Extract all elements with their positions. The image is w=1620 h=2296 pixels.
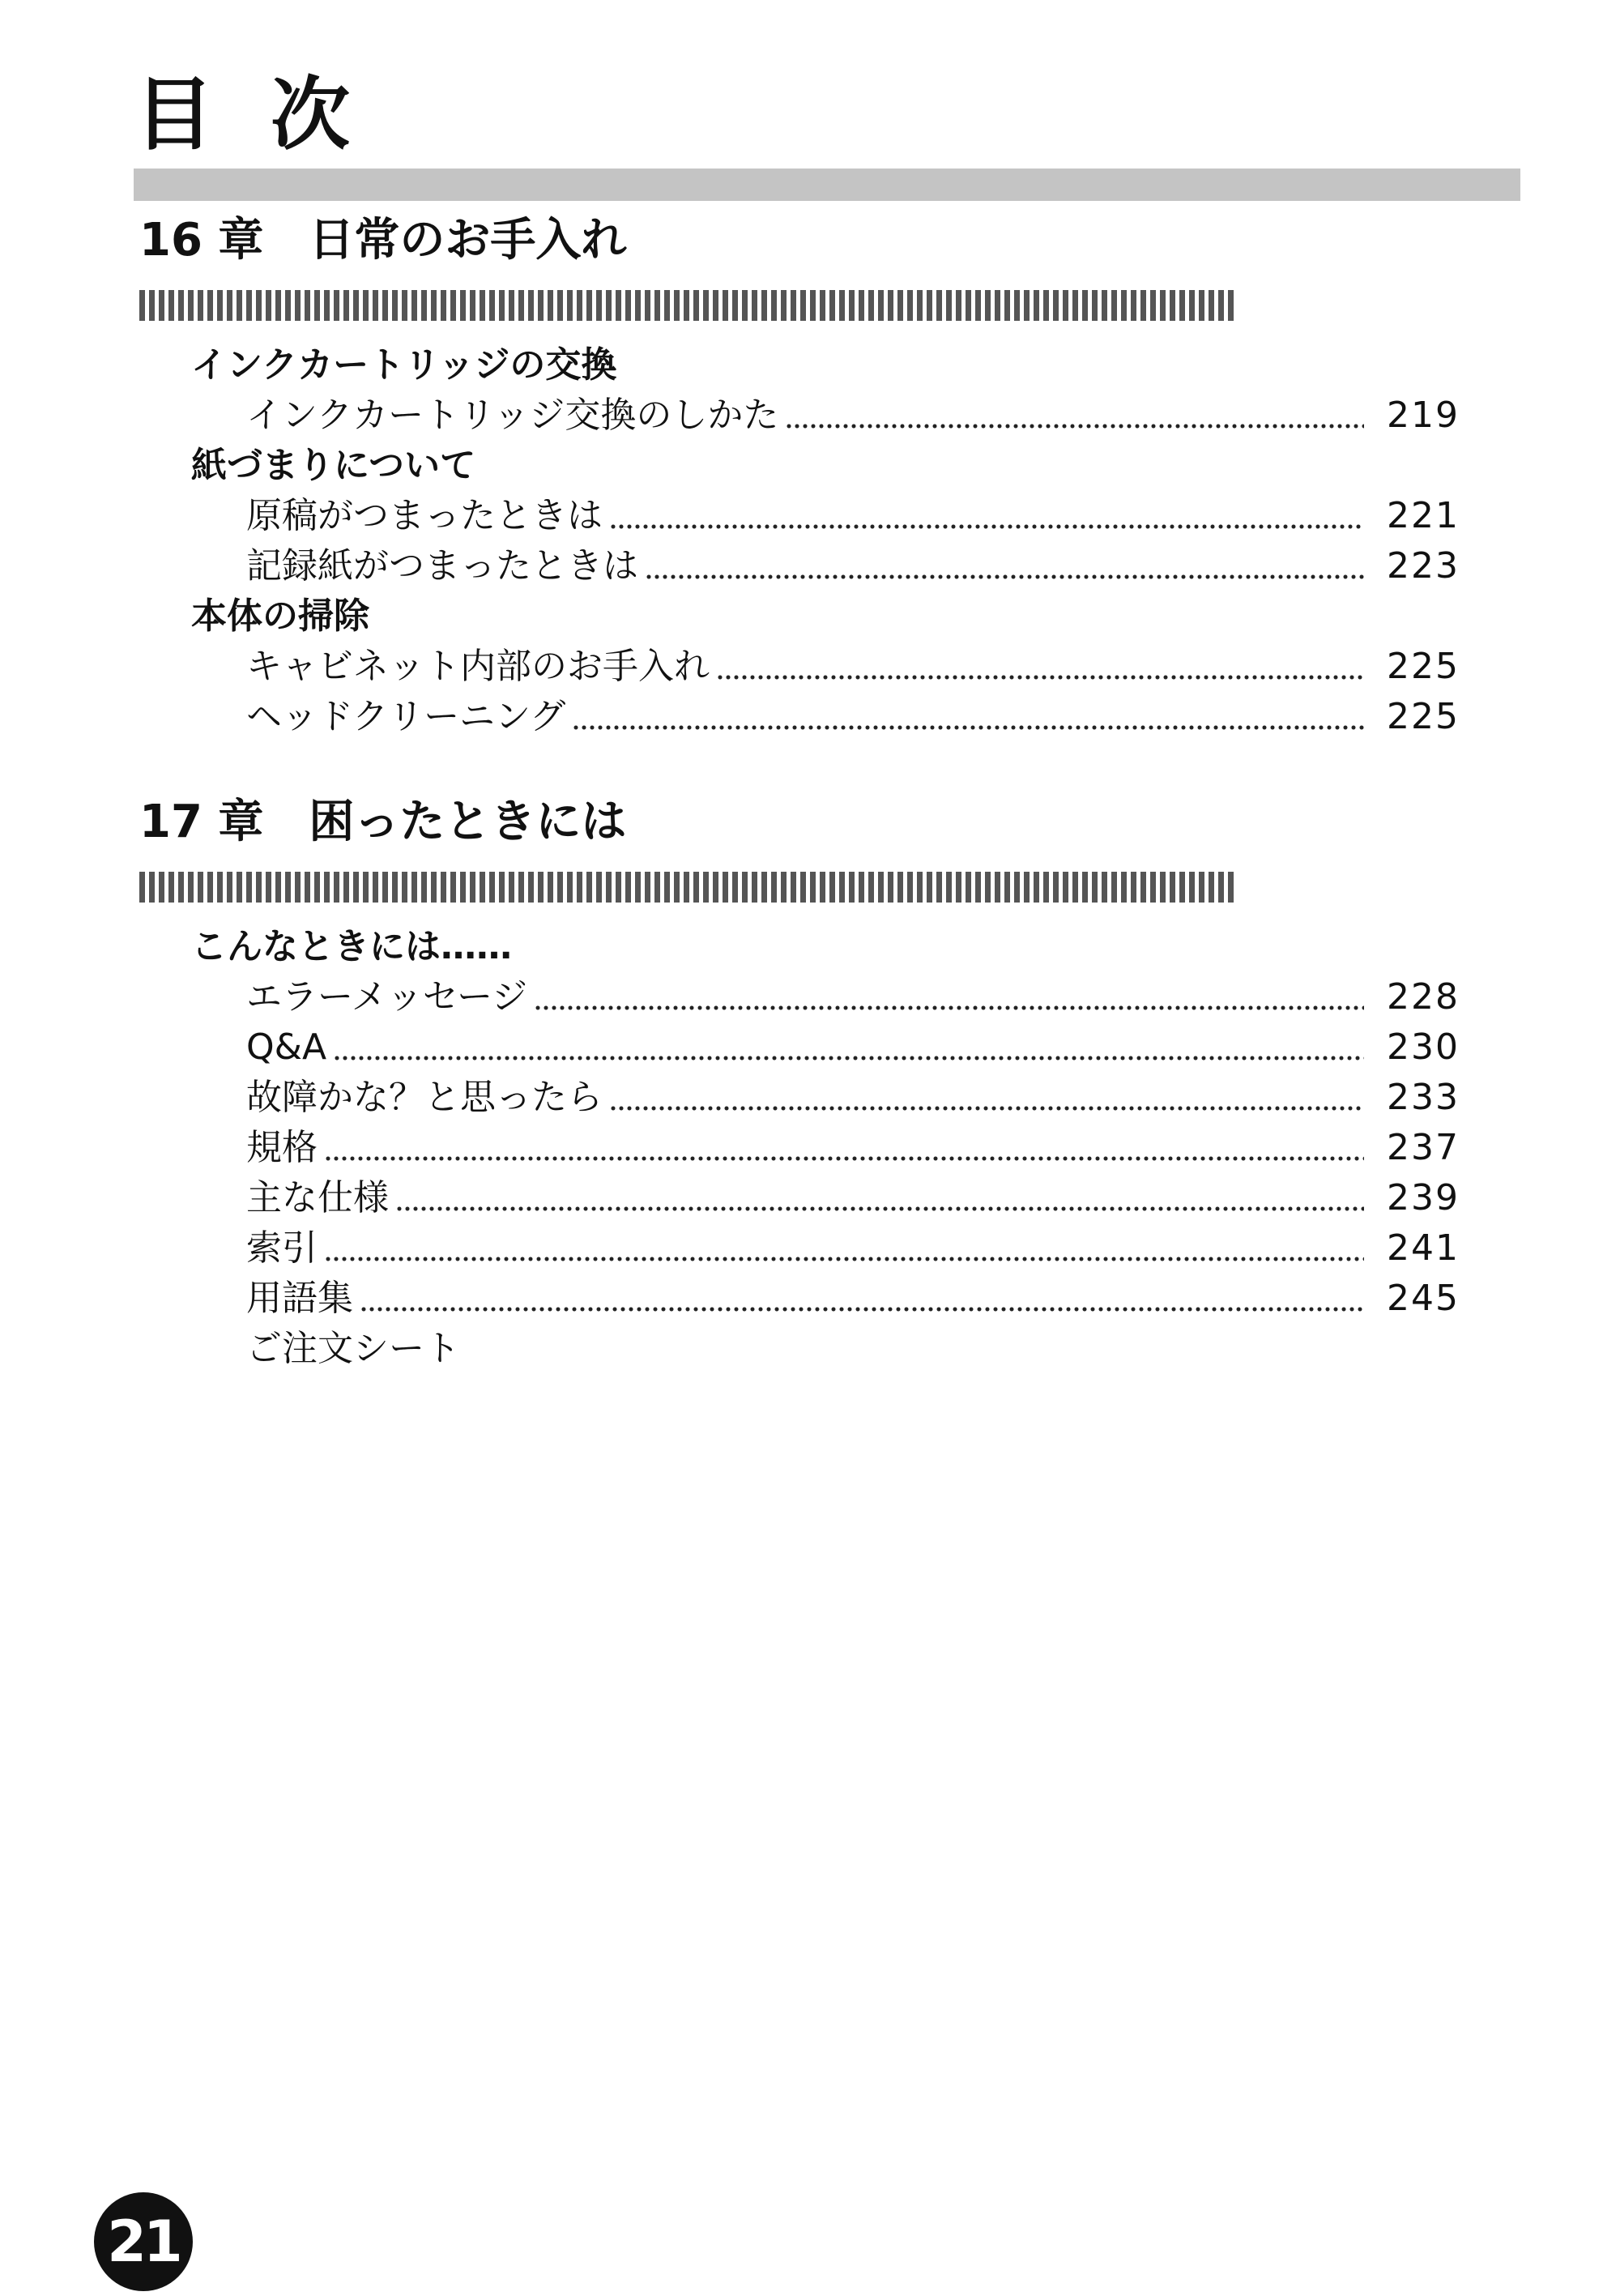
toc-entry[interactable] [246,1123,1460,1173]
entry-label: インクカートリッジ交換のしかた [246,395,779,436]
entry-label: 索引 [246,1227,318,1269]
entry-label: 原稿がつまったときは [246,495,603,536]
dot-leader [395,1205,1364,1213]
dot-leader [572,723,1364,732]
toc-entry[interactable] [246,541,1460,591]
section-paper-jam [191,441,1460,591]
dot-leader [360,1305,1364,1313]
toc-entry[interactable] [246,1173,1460,1223]
chapter-17 [139,794,1460,1374]
entry-label: ご注文シート [246,1328,460,1369]
chapter-heading: 17 章 困ったときには [139,796,627,848]
toc-entry[interactable] [246,972,1460,1022]
entry-label: キャビネット内部のお手入れ [246,646,710,687]
entry-label: エラーメッセージ [246,976,528,1018]
toc-entry[interactable] [246,1022,1460,1073]
entry-page-number: 245 [1387,1278,1460,1319]
chapter-16 [139,212,1460,742]
entry-page-number: 230 [1387,1026,1460,1068]
chapter-heading: 16 章 日常のお手入れ [139,214,627,267]
toc-entry[interactable] [246,1223,1460,1274]
chapter-rule [139,290,1234,321]
chapter-rule [139,872,1234,903]
entry-label: 用語集 [246,1278,353,1319]
section-heading: インクカートリッジの交換 [191,344,617,386]
dot-leader [785,422,1364,430]
dot-leader [609,1104,1364,1112]
toc-entry[interactable] [246,642,1460,692]
entry-page-number: 223 [1387,545,1460,587]
section-heading: こんなときには…… [191,926,512,967]
section-cleaning [191,591,1460,742]
toc-entry[interactable] [246,1324,1460,1374]
section-heading: 本体の掃除 [191,595,369,637]
entry-label: 故障かな？と思ったら [246,1077,603,1118]
title-bar [134,169,1520,201]
dot-leader [333,1054,1364,1062]
dot-leader [534,1004,1364,1012]
dot-leader [645,573,1364,581]
toc-entry[interactable] [246,692,1460,742]
toc-entry[interactable] [246,1073,1460,1123]
entry-page-number: 221 [1387,495,1460,536]
dot-leader [324,1154,1364,1163]
entry-page-number: 237 [1387,1127,1460,1168]
entry-label: 主な仕様 [246,1177,389,1218]
entry-label: ヘッドクリーニング [246,696,566,737]
entry-page-number: 225 [1387,646,1460,687]
entry-page-number: 219 [1387,395,1460,436]
toc-entry[interactable] [246,491,1460,541]
entry-label: 記録紙がつまったときは [246,545,638,587]
section-troubleshooting [191,922,1460,1374]
dot-leader [609,523,1364,531]
entry-page-number: 241 [1387,1227,1460,1269]
dot-leader [716,673,1364,681]
entry-label: 規格 [246,1127,318,1168]
toc-entry[interactable] [246,1274,1460,1324]
page-title: 目次 [134,69,407,161]
entry-label: Q&A [246,1026,327,1068]
entry-page-number: 239 [1387,1177,1460,1218]
dot-leader [324,1255,1364,1263]
section-heading: 紙づまりについて [191,445,476,486]
toc-entry[interactable] [246,390,1460,441]
page-number-badge: 21 [94,2192,193,2291]
entry-page-number: 228 [1387,976,1460,1018]
section-ink-cartridge [191,340,1460,441]
entry-page-number: 225 [1387,696,1460,737]
entry-page-number: 233 [1387,1077,1460,1118]
